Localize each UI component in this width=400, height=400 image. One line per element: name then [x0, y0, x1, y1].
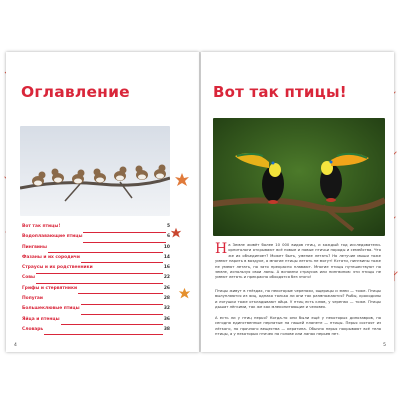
- toc-item[interactable]: Вот так птицы! 5: [20, 222, 170, 232]
- right-page: [201, 52, 394, 352]
- page-title: Вот так птицы!: [213, 83, 347, 101]
- paragraph: А есть ли у птиц перья? Когда-то они были ещё у некоторых динозавров, но сегодня единственные пернатые на нашей планете — птицы. Перья состоят из лёгкого, но прочного вещества — кератина. Обычно перья покрывают всё тело птицы, а у некоторых птичек на голове или лапах перьев нет.: [215, 316, 381, 337]
- toc-item[interactable]: Страусы и их родственники 16: [20, 263, 170, 273]
- toc-item[interactable]: Попугаи 28: [20, 294, 170, 304]
- autumn-leaf-icon: [178, 287, 191, 300]
- toc-item[interactable]: Большеклювые птицы 32: [20, 304, 170, 314]
- toc-item[interactable]: Словарь 38: [20, 325, 170, 335]
- toc-item[interactable]: Водоплавающие птицы 6: [20, 232, 170, 242]
- sparrows-photo: [20, 126, 170, 216]
- table-of-contents: [20, 222, 170, 335]
- toc-item[interactable]: Пингвины 10: [20, 243, 170, 253]
- toc-item[interactable]: Яйца и птенцы 36: [20, 315, 170, 325]
- page-title: Оглавление: [21, 83, 130, 101]
- toucans-photo: [213, 118, 385, 236]
- toc-item[interactable]: Фазаны и их сородичи 14: [20, 253, 170, 263]
- toc-item[interactable]: Грифы и стервятники 26: [20, 284, 170, 294]
- paragraph: Птицы живут в гнёздах, но некоторые черепахи, ящерицы и змеи — тоже. Птицы вылупляются из яиц, однако только ли они так размножаются? Рыбы, крокодилы и лягушки тоже откладывают яйца. У птиц есть клюв, у черепах — тоже. Птицы дышат лёгкими, так же как млекопитающие и человек.: [215, 289, 381, 310]
- autumn-leaf-icon: [174, 172, 190, 188]
- autumn-leaf-icon: [170, 227, 182, 239]
- toc-item[interactable]: Совы 22: [20, 273, 170, 283]
- left-page: [6, 52, 199, 352]
- drop-cap: Н: [215, 241, 228, 257]
- page-number: 4: [14, 343, 17, 348]
- page-number: 5: [383, 343, 386, 348]
- intro-paragraph: На Земле живёт более 10 000 видов птиц, и каждый год исследователи-орнитологи открывают всё новые и новые птичьи породы и семейства. Что же их объединяет? Может быть, умение летать? Но летучие мыши тоже умеют парить в воздухе, а многие птицы летать не могут! Кстати, пингвины тоже не умеют летать, но зато прекрасно плавают. Многие птицы путешествуют по земле, используя свои лапы. А вспомни страусов или пингвинов: эти птицы не умеют летать и прекрасно обходятся без этого!: [215, 241, 381, 280]
